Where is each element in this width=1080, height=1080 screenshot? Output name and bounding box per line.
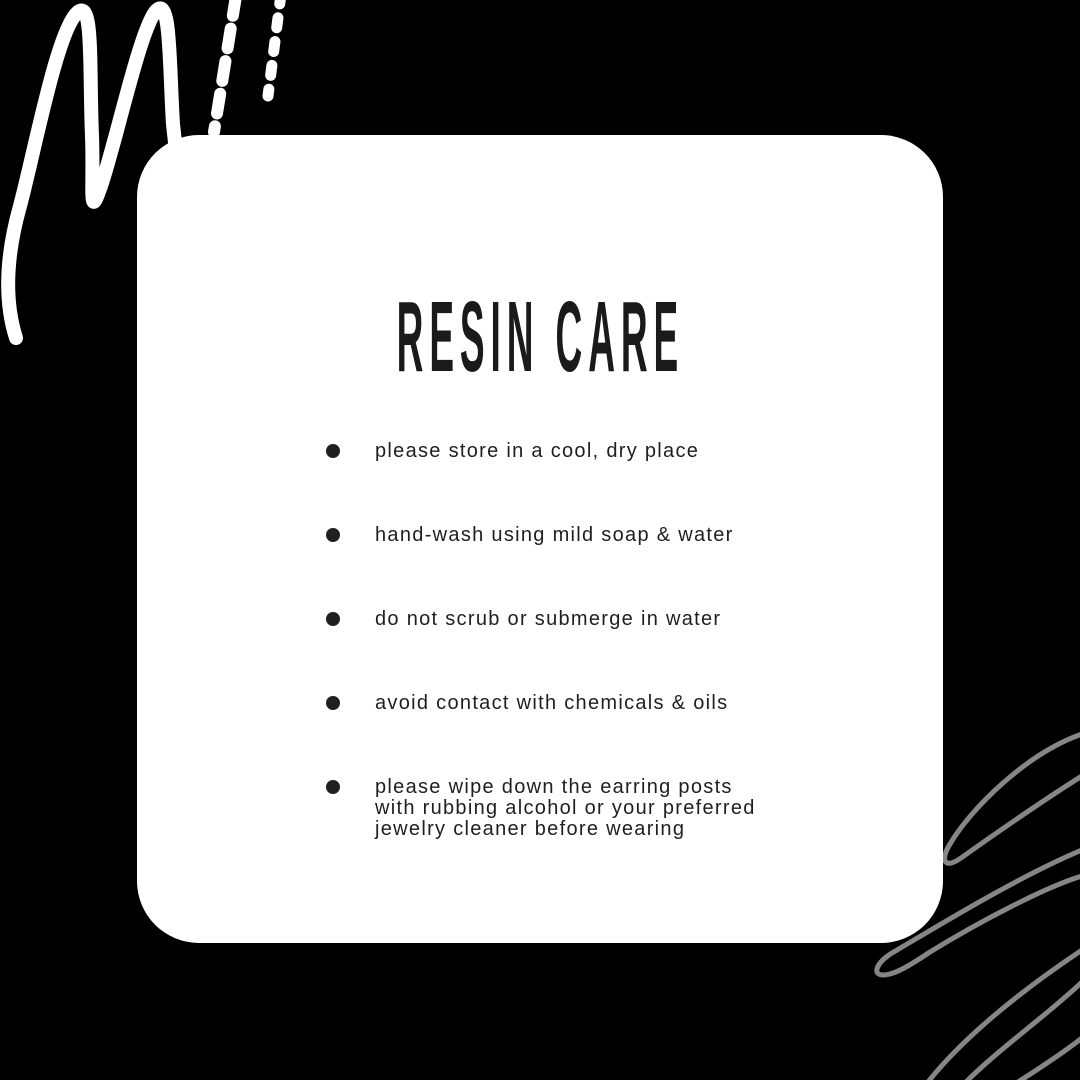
list-item-text: avoid contact with chemicals & oils bbox=[375, 692, 729, 714]
list-item-text: do not scrub or submerge in water bbox=[375, 608, 722, 630]
bullet-dot-icon bbox=[326, 780, 340, 794]
list-item-text: please store in a cool, dry place bbox=[375, 440, 700, 462]
care-instructions-list bbox=[326, 441, 756, 840]
list-item bbox=[326, 693, 756, 714]
bullet-dot-icon bbox=[326, 444, 340, 458]
list-item bbox=[326, 441, 756, 462]
list-item-text: hand-wash using mild soap & water bbox=[375, 524, 734, 546]
list-item bbox=[326, 525, 756, 546]
bullet-dot-icon bbox=[326, 696, 340, 710]
bullet-dot-icon bbox=[326, 528, 340, 542]
bullet-dot-icon bbox=[326, 612, 340, 626]
list-item bbox=[326, 609, 756, 630]
page-title-text: RESIN CARE bbox=[396, 281, 684, 393]
page-title bbox=[137, 281, 943, 393]
list-item bbox=[326, 777, 756, 840]
list-item-text: please wipe down the earring posts with rubbing alcohol or your preferred jewelry cleaner before wearing bbox=[375, 776, 756, 840]
care-card bbox=[137, 135, 943, 943]
